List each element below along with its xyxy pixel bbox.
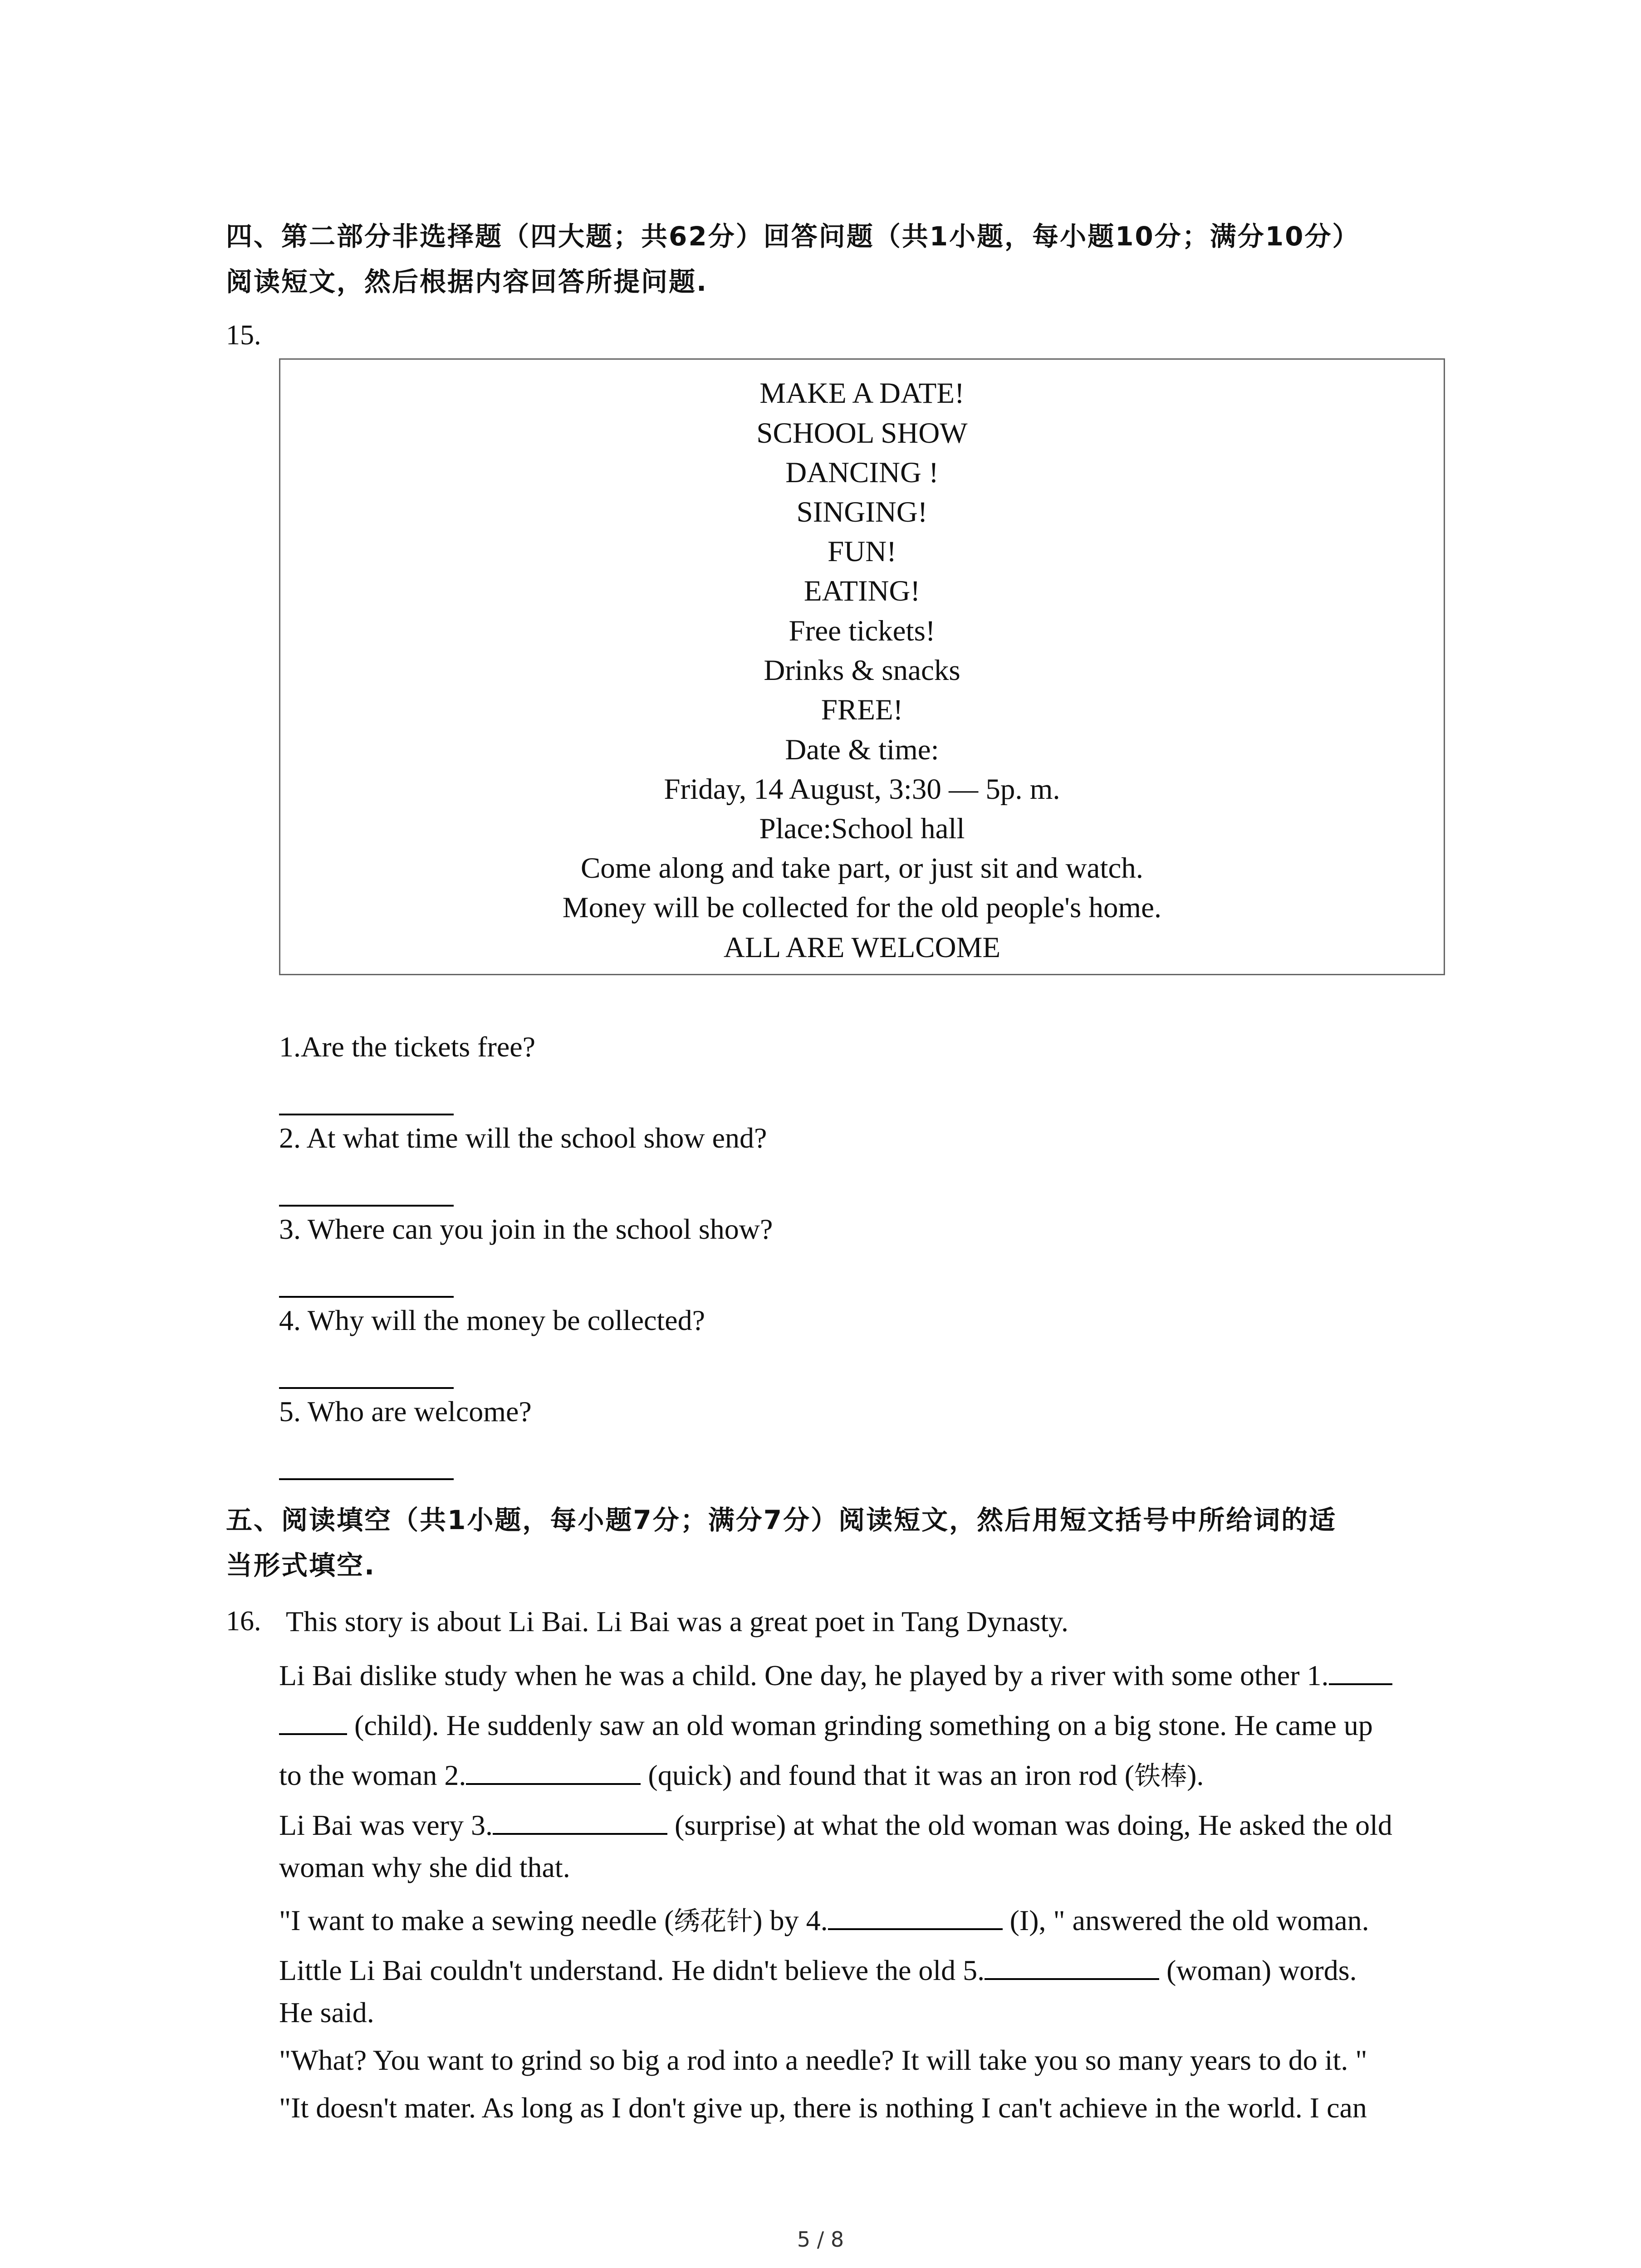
- story-line: "It doesn't mater. As long as I don't give up, there is nothing I can't achieve in the world. I can: [279, 2092, 1367, 2124]
- poster-line: Come along and take part, or just sit and watch.: [580, 852, 1144, 885]
- poster-line: FUN!: [828, 535, 896, 568]
- story-line: [279, 1708, 1373, 1740]
- poster-line: ALL ARE WELCOME: [723, 931, 1001, 964]
- story-text: Li Bai dislike study when he was a child. One day, he played by a river with some other 1.: [279, 1659, 1329, 1691]
- blank-3[interactable]: [493, 1808, 667, 1835]
- poster-line: SCHOOL SHOW: [756, 417, 968, 450]
- blank-4[interactable]: [828, 1903, 1003, 1930]
- blank-1[interactable]: [1329, 1658, 1392, 1685]
- blank-1-continued[interactable]: [279, 1708, 347, 1735]
- story-text: Li Bai was very 3.: [279, 1809, 493, 1841]
- story-text-cjk: 铁棒: [1134, 1760, 1187, 1791]
- blank-5[interactable]: [985, 1953, 1159, 1980]
- poster-line: MAKE A DATE!: [759, 377, 965, 410]
- story-text: ) by 4.: [753, 1904, 828, 1936]
- section-5-heading-line-2: 当形式填空.: [226, 1550, 376, 1581]
- story-text: ).: [1187, 1759, 1204, 1791]
- poster-line: EATING!: [803, 575, 921, 607]
- poster-line: FREE!: [821, 694, 903, 726]
- story-text: to the woman 2.: [279, 1759, 466, 1791]
- story-text: (I), " answered the old woman.: [1002, 1904, 1369, 1936]
- story-text: (quick) and found that it was an iron rod (: [641, 1759, 1135, 1791]
- question-16-number: 16.: [226, 1606, 261, 1637]
- poster-line: Drinks & snacks: [764, 654, 960, 687]
- poster-line: Free tickets!: [789, 615, 936, 647]
- question-3: 3. Where can you join in the school show?: [279, 1213, 773, 1245]
- page-number: 5 / 8: [797, 2227, 844, 2252]
- story-text: Little Li Bai couldn't understand. He didn't believe the old 5.: [279, 1954, 985, 1986]
- poster-line: SINGING!: [796, 496, 928, 528]
- answer-line-1[interactable]: [279, 1114, 454, 1115]
- story-line: [279, 1808, 1392, 1840]
- story-line: [279, 1953, 1357, 1985]
- blank-2[interactable]: [466, 1758, 641, 1785]
- section-4-heading-line-1: 四、第二部分非选择题（四大题；共62分）回答问题（共1小题，每小题10分；满分10分）: [226, 221, 1360, 252]
- poster-box: [279, 358, 1445, 975]
- story-line: [279, 1903, 1369, 1935]
- answer-line-5[interactable]: [279, 1478, 454, 1480]
- story-text: (child). He suddenly saw an old woman grinding something on a big stone. He came up: [347, 1709, 1373, 1741]
- story-text: (woman) words.: [1159, 1954, 1357, 1986]
- answer-line-4[interactable]: [279, 1387, 454, 1389]
- story-text-cjk: 绣花针: [674, 1906, 753, 1936]
- story-text: (surprise) at what the old woman was doing, He asked the old: [667, 1809, 1392, 1841]
- story-line: [279, 1758, 1204, 1790]
- question-1: 1.Are the tickets free?: [279, 1031, 536, 1063]
- section-4-heading-line-2: 阅读短文，然后根据内容回答所提问题.: [226, 266, 708, 297]
- poster-line: Money will be collected for the old people's home.: [562, 891, 1162, 924]
- story-line: "What? You want to grind so big a rod into a needle? It will take you so many years to do it. ": [279, 2044, 1367, 2076]
- story-line: woman why she did that.: [279, 1851, 570, 1883]
- poster-line: Place:School hall: [759, 812, 965, 845]
- answer-line-2[interactable]: [279, 1205, 454, 1207]
- question-4: 4. Why will the money be collected?: [279, 1304, 705, 1336]
- question-5: 5. Who are welcome?: [279, 1395, 532, 1427]
- poster-line: DANCING !: [785, 456, 939, 489]
- story-line: This story is about Li Bai. Li Bai was a great poet in Tang Dynasty.: [286, 1605, 1068, 1637]
- story-text: "I want to make a sewing needle (: [279, 1904, 674, 1936]
- poster-line: Friday, 14 August, 3:30 — 5p. m.: [664, 773, 1060, 806]
- section-5-heading-line-1: 五、阅读填空（共1小题，每小题7分；满分7分）阅读短文，然后用短文括号中所给词的适: [226, 1505, 1337, 1535]
- poster-line: Date & time:: [785, 733, 939, 766]
- story-line: He said.: [279, 1996, 374, 2028]
- story-line: [279, 1658, 1392, 1690]
- answer-line-3[interactable]: [279, 1296, 454, 1298]
- question-2: 2. At what time will the school show end?: [279, 1122, 767, 1154]
- question-15-number: 15.: [226, 320, 261, 351]
